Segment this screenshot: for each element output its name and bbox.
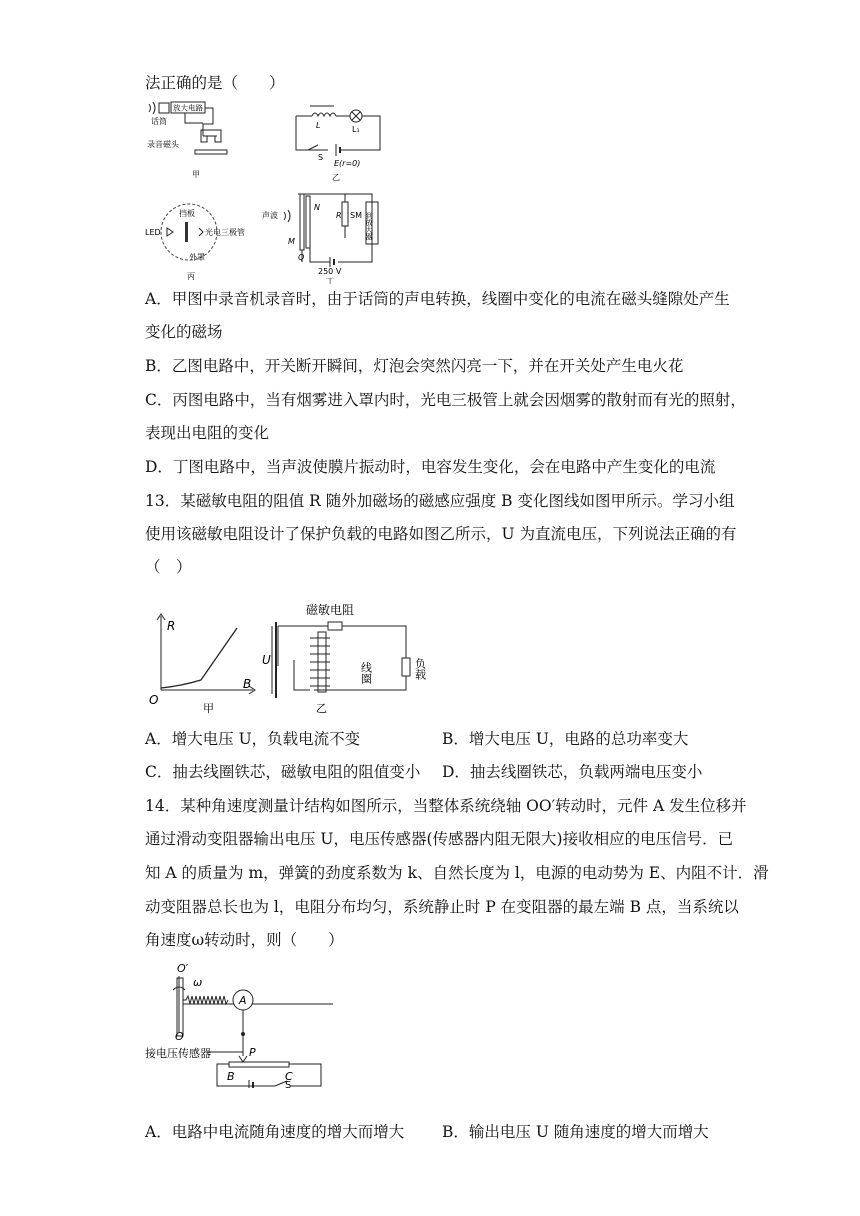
- label-L1: L₁: [352, 125, 360, 134]
- label-P: P: [249, 1046, 256, 1059]
- figure-q12-bing: [145, 200, 260, 282]
- origin-O: O: [149, 693, 159, 707]
- figure-q14: [145, 960, 335, 1088]
- label-Q: Q: [298, 253, 305, 262]
- q12-option-a: A．甲图中录音机录音时，由于话筒的声电转换，线圈中变化的电流在磁头缝隙处产生: [145, 290, 730, 308]
- q14-stem-line3: 知 A 的质量为 m，弹簧的劲度系数为 k、自然长度为 l，电源的电动势为 E、内阻不计．滑: [145, 864, 769, 882]
- head-label: 录音磁头: [147, 140, 179, 149]
- figure-q12-yi: [288, 98, 388, 182]
- q12-option-b: B．乙图电路中，开关断开瞬间，灯泡会突然闪亮一下，并在开关处产生电火花: [145, 357, 684, 375]
- label-S: S: [285, 1080, 292, 1088]
- q14-option-b: B．输出电压 U 随角速度的增大而增大: [442, 1123, 709, 1141]
- label-R: R: [336, 211, 342, 220]
- volt-label: 250 V: [318, 267, 342, 276]
- photo-label: 光电三极管: [205, 228, 245, 237]
- label-B: B: [227, 1070, 235, 1083]
- q14-option-a: A．电路中电流随角速度的增大而增大: [145, 1123, 405, 1141]
- label-SM: SM: [350, 211, 362, 220]
- label-S: S: [318, 153, 324, 162]
- caption-jia: 甲: [203, 702, 214, 714]
- mic-label: 话筒: [151, 117, 167, 126]
- q13-option-c: C．抽去线圈铁芯，磁敏电阻的阻值变小: [145, 763, 421, 781]
- load-label: 负载: [413, 658, 427, 680]
- label-L: L: [316, 121, 321, 130]
- q13-option-d: D．抽去线圈铁芯，负载两端电压变小: [442, 763, 703, 781]
- label-O: O: [175, 1030, 184, 1043]
- caption-ding: 丁: [326, 277, 334, 284]
- q14-stem-line4: 动变阻器总长也为 l，电阻分布均匀，系统静止时 P 在变阻器的最左端 B 点，当系统以: [145, 898, 739, 916]
- label-E: E(r=0): [334, 159, 361, 168]
- coil-label: 线圈: [359, 662, 373, 684]
- q14-stem-line2: 通过滑动变阻器输出电压 U，电压传感器(传感器内阻无限大)接收相应的电压信号．已: [145, 830, 734, 848]
- amp-label: 放大电路: [173, 103, 203, 113]
- title-label: 磁敏电阻: [306, 603, 355, 617]
- q13-stem-line1: 13．某磁敏电阻的阻值 R 随外加磁场的磁感应强度 B 变化图线如图甲所示。学习小组: [145, 492, 735, 510]
- caption-yi: 乙: [316, 702, 327, 715]
- q14-stem-line5: 角速度ω转动时，则（ ）: [145, 931, 344, 949]
- q13-stem-line2: 使用该磁敏电阻设计了保护负载的电路如图乙所示，U 为直流电压，下列说法正确的有: [145, 525, 737, 543]
- cover-label: 外罩: [189, 253, 205, 262]
- label-omega: ω: [193, 976, 203, 989]
- axis-R: R: [167, 619, 176, 633]
- led-label: LED: [145, 228, 161, 237]
- caption-bing: 丙: [187, 272, 195, 281]
- label-C: C: [285, 1070, 293, 1083]
- label-M: M: [288, 237, 295, 246]
- q13-option-a: A．增大电压 U，负载电流不变: [145, 730, 361, 748]
- caption-yi: 乙: [332, 173, 340, 182]
- baffle-label: 挡板: [179, 209, 195, 218]
- q14-stem-line1: 14．某种角速度测量计结构如图所示，当整体系统绕轴 OO′转动时，元件 A 发生位移并: [145, 797, 747, 815]
- figure-q13-jia: [145, 608, 260, 714]
- sound-label: 声波: [262, 211, 278, 220]
- axis-B: B: [243, 677, 252, 691]
- q12-option-c: C．丙图电路中，当有烟雾进入罩内时，光电三极管上就会因烟雾的散射而有光的照射，: [145, 391, 746, 409]
- q13-option-b: B．增大电压 U，电路的总功率变大: [442, 730, 689, 748]
- figure-q12-jia: [145, 98, 235, 178]
- q12-stem: 法正确的是（ ）: [145, 74, 285, 92]
- figure-q13-yi: [262, 598, 442, 716]
- label-U: U: [262, 653, 271, 667]
- q12-option-c-cont: 表现出电阻的变化: [145, 424, 270, 442]
- figure-q12-ding: [262, 188, 382, 284]
- label-N: N: [314, 203, 320, 212]
- label-A: A: [239, 994, 247, 1007]
- label-O1: O′: [177, 962, 189, 975]
- amp-out-label: 到放大器: [365, 212, 373, 240]
- q12-option-d: D．丁图电路中，当声波使膜片振动时，电容发生变化，会在电路中产生变化的电流: [145, 458, 716, 476]
- q13-stem-line3: （ ）: [145, 558, 192, 576]
- sensor-label: 接电压传感器: [145, 1047, 211, 1060]
- q12-option-a-cont: 变化的磁场: [145, 323, 223, 341]
- caption-jia: 甲: [192, 170, 200, 178]
